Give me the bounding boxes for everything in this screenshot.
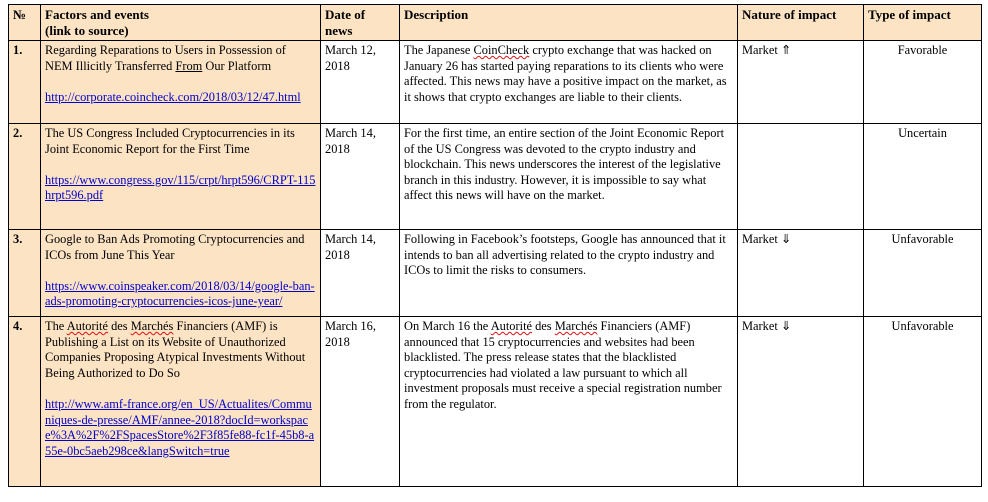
header-factors-title: Factors and events	[45, 7, 149, 22]
factor-cell	[41, 124, 321, 230]
nature-cell: Market ⇓	[738, 230, 864, 317]
header-date: Date of news	[321, 5, 400, 41]
nature-cell: Market ⇑	[738, 41, 864, 124]
header-type: Type of impact	[864, 5, 982, 41]
type-cell: Unfavorable	[864, 317, 982, 487]
factor-cell	[41, 41, 321, 124]
table-row	[9, 230, 982, 317]
factor-title: The Autorité des Marchés Financiers (AMF) is Publishing a List on its Website of Unauthorized Companies Proposing Atypical Investments Without Being Authorized to Do So	[45, 319, 306, 380]
table-row	[9, 317, 982, 487]
row-number: 2.	[9, 124, 41, 230]
description-cell: For the first time, an entire section of the Joint Economic Report of the US Congress was devoted to the crypto industry and blockchain. This news underscores the interest of the legislative branch in this industry. However, it is impossible to say what affect this news will have on the market.	[400, 124, 738, 230]
row-number: 3.	[9, 230, 41, 317]
description-cell: Following in Facebook’s footsteps, Google has announced that it intends to ban all advertising related to the crypto industry and ICOs to limit the risks to consumers.	[400, 230, 738, 317]
date-cell: March 12, 2018	[321, 41, 400, 124]
table-row	[9, 124, 982, 230]
header-factors	[41, 5, 321, 41]
source-link[interactable]: https://www.congress.gov/115/crpt/hrpt596/CRPT-115hrpt596.pdf	[45, 172, 316, 203]
date-cell: March 14, 2018	[321, 124, 400, 230]
header-num: №	[9, 5, 41, 41]
header-description: Description	[400, 5, 738, 41]
source-link[interactable]: https://www.coinspeaker.com/2018/03/14/google-ban-ads-promoting-cryptocurrencies-icos-june-year/	[45, 278, 315, 309]
factor-cell	[41, 317, 321, 487]
date-cell: March 14, 2018	[321, 230, 400, 317]
news-impact-table	[8, 4, 982, 487]
header-nature: Nature of impact	[738, 5, 864, 41]
factor-cell	[41, 230, 321, 317]
type-cell: Unfavorable	[864, 230, 982, 317]
factor-title: Regarding Reparations to Users in Possession of NEM Illicitly Transferred From Our Platform	[45, 43, 286, 73]
type-cell: Favorable	[864, 41, 982, 124]
factor-title: The US Congress Included Cryptocurrencies in its Joint Economic Report for the First Time	[45, 126, 295, 156]
source-link[interactable]: http://www.amf-france.org/en_US/Actualites/Communiques-de-presse/AMF/annee-2018?docId=workspace%3A%2F%2FSpacesStore%2F3f85fe88-fc1f-45b8-a55e-0bc5aeb298ce&langSwitch=true	[45, 396, 315, 458]
source-link[interactable]: http://corporate.coincheck.com/2018/03/12/47.html	[45, 89, 301, 104]
header-row	[9, 5, 982, 41]
description-cell: The Japanese CoinCheck crypto exchange that was hacked on January 26 has started paying reparations to its clients who were affected. This news may have a positive impact on the market, as it shows that crypto exchanges are liable to their clients.	[400, 41, 738, 124]
nature-cell	[738, 124, 864, 230]
nature-cell: Market ⇓	[738, 317, 864, 487]
description-cell: On March 16 the Autorité des Marchés Financiers (AMF) announced that 15 cryptocurrencies and websites had been blacklisted. The press release states that the blacklisted cryptocurrencies had violated a law pursuant to which all investment proposals must receive a special registration number from the regulator.	[400, 317, 738, 487]
row-number: 4.	[9, 317, 41, 487]
date-cell: March 16, 2018	[321, 317, 400, 487]
type-cell: Uncertain	[864, 124, 982, 230]
row-number: 1.	[9, 41, 41, 124]
header-factors-sub: (link to source)	[45, 22, 129, 38]
table-row	[9, 41, 982, 124]
factor-title: Google to Ban Ads Promoting Cryptocurrencies and ICOs from June This Year	[45, 232, 305, 262]
